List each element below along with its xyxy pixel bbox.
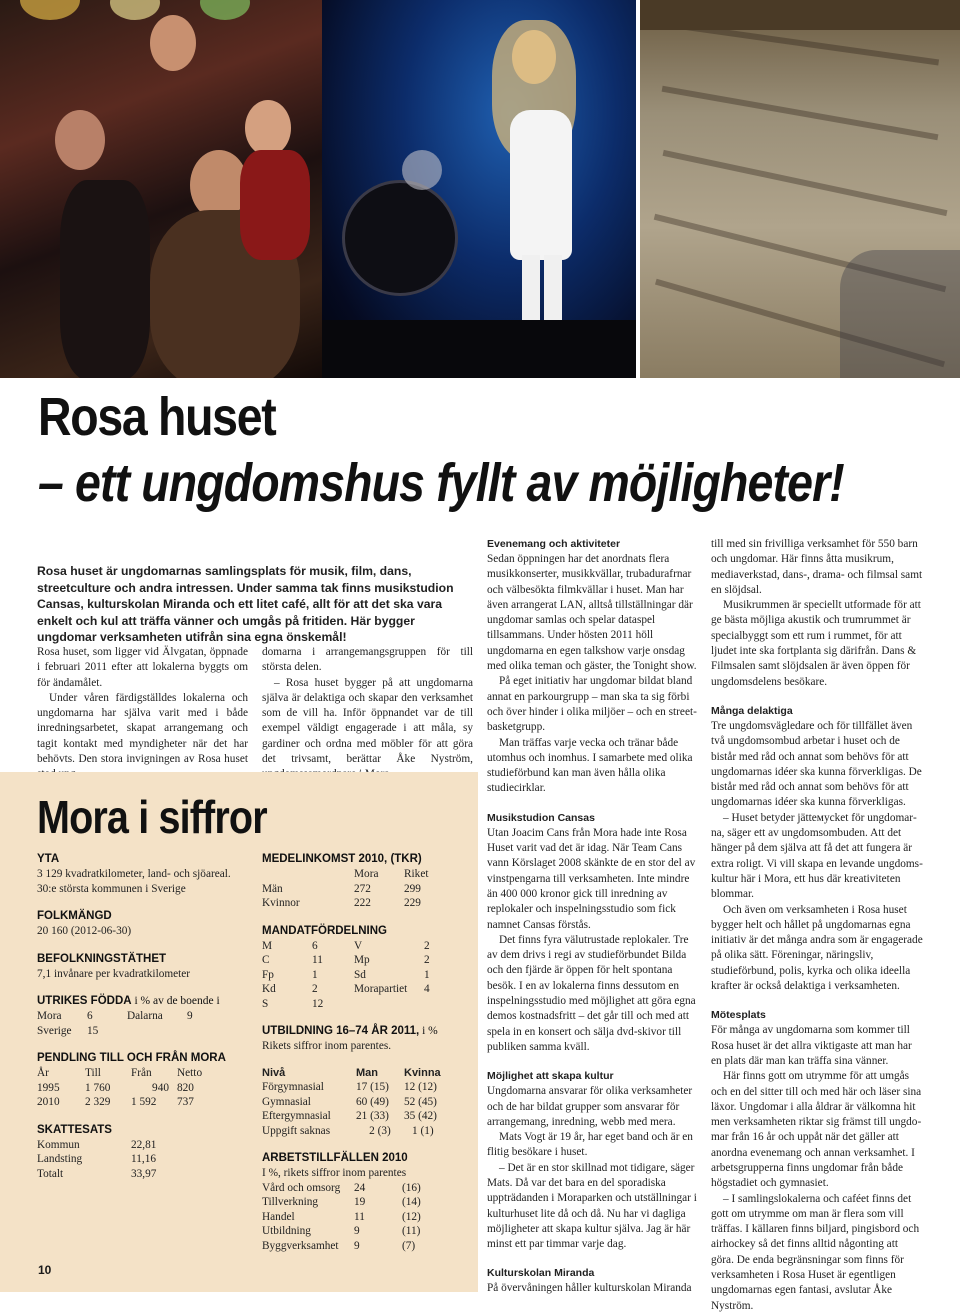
singer-stage-photo — [322, 0, 636, 378]
section-heading: Kulturskolan Miranda — [487, 1267, 595, 1280]
concert-crowd-photo — [0, 0, 322, 378]
paragraph: Det finns fyra välutrustade replokaler. Tre av dem drivs i regi av studieförbundet Bilda och den fjärde är öppen för helt spontana besök. I en av lokalerna finns dessutom en inspelningsstudio med möjlighet att göra egna demos kostnadsfritt – det går till och med att spela in en konsert och sälja dvd-skivor till publiken samma kväll. — [487, 933, 696, 1053]
fact-heading-yta: YTA — [37, 853, 60, 865]
article-subtitle: – ett ungdomshus fyllt av möjligheter! — [38, 453, 844, 513]
section-heading: Möjlighet att skapa kultur — [487, 1070, 614, 1083]
paragraph: För många av ungdomarna som kommer till Rosa huset är det allra viktigaste att man har en plats där man kan träffa sina vänner. — [711, 1024, 912, 1067]
lan-party-hall-photo — [640, 0, 960, 378]
paragraph: – Huset betyder jätteмycket för ungdomarna, säger ett av ungdomsombuden. Att det hänger på dem själva att få det att fungera är extra roligt. Vi vill skapa en levande ungdomskultur här i Mora, ett hus där kreativiteten blommar. — [711, 811, 923, 901]
paragraph: Här finns gott om utrymme för att umgås och en del sitter till och med här och läser sina läxor. Ungdomar i alla åldrar är välkomna hit men verksamheten riktar sig främst till ungdomar från 16 år och uppåt när det gäller att anordna evenemang och annan verksamhet. I arbetsgrupperna finns ungdomar från både högstadiet och gymnasiet. — [711, 1070, 922, 1190]
paragraph: till med sin frivilliga verksamhet för 550 barn och ungdomar. Här finns åtta musikrum, mediaverkstad, dans-, drama- och filmsal samt en slöjdsal. — [711, 538, 923, 596]
fact-heading-utrikes-fodda: UTRIKES FÖDDA i % av de boende i — [37, 995, 220, 1007]
section-heading: Musikstudion Cansas — [487, 811, 595, 824]
fact-heading-pendling: PENDLING TILL OCH FRÅN MORA — [37, 1052, 226, 1064]
paragraph: – Rosa huset bygger på att ungdomarna själva är delaktiga och skapar den verksamhet som de vill ha. Inför öppnandet var de till exempel väldigt engagerade i att måla, sy gardiner och ordna med möbler för att göra det trivsamt, berättar Åke Nyström, — [262, 676, 473, 766]
fact-heading-skattesats: SKATTESATS — [37, 1123, 112, 1136]
medelinkomst-table: Mora Riket Män 272 299 Kvinnor 222 229 — [262, 868, 429, 909]
arbetstillfallen-table: Vård och omsorg 24 (16) Tillverkning 19 (14) Handel 11 (12) Utbildning 9 (11) Byggverksamhet 9 (7) — [262, 1181, 421, 1252]
paragraph: Mats Vogt är 19 år, har eget band och är en flitig besökare i huset. — [487, 1131, 693, 1159]
facts-box-title: Mora i siffror — [37, 791, 267, 843]
pendling-table: År Till Från Netto 1995 1 760 940 820 2010 2 329 1 592 737 — [37, 1067, 203, 1108]
fact-heading-befolkningstathet: BEFOLKNINGSTÄTHET — [37, 952, 167, 965]
paragraph: Musikrummen är speciellt utformade för att ge bästa möjliga akustik och trumrummet är specialbyggt som ett rum i rummet, för att ljudet inte ska fortplanta sig därifrån. Dans & Filmsalen samt slöjdsalen är även öppen för ungdomsdelens besökare. — [711, 599, 921, 688]
paragraph: Rosa huset, som ligger vid Älvgatan, öppnade i februari 2011 efter att lokalerna byggts om för ändamålet. — [37, 646, 248, 689]
utrikes-fodda-table: Mora 6 Dalarna 9 Sverige 15 — [37, 1010, 193, 1037]
section-heading: Mötesplats — [711, 1009, 766, 1022]
body-column-3 — [487, 537, 698, 1297]
fact-befolkningstathet: 7,1 invånare per kvadratkilometer — [37, 967, 191, 980]
paragraph: Utan Joacim Cans från Mora hade inte Rosa Huset varit vad det är idag. När Team Cans vann Körslaget 2008 skänkte de en stor del av vinstpengarna till verksamheten. Inte mindre än 400 000 kronor gick till inredning av replokaler och inspelningsstudio som fick namnet Cansas förstås. — [487, 826, 696, 931]
fact-yta: 3 129 kvadratkilometer, land- och sjöareal. 30:e största kommunen i Sverige — [37, 868, 231, 895]
body-column-4 — [711, 537, 923, 1314]
facts-right-column — [262, 851, 472, 1253]
section-heading: Evenemang och aktiviteter — [487, 538, 621, 550]
body-column-1 — [37, 645, 248, 783]
paragraph: På eget initiativ har ungdomar bildat bland annat en parkourgrupp – man ska ta sig förbi och över hinder i olika miljöer – och en streetbasketgrupp. — [487, 675, 697, 734]
section-heading: Många delaktiga — [711, 704, 793, 717]
fact-heading-folkmangd: FOLKMÄNGD — [37, 910, 112, 922]
paragraph: – Det är en stor skillnad mot tidigare, säger Mats. Då var det bara en del sporadiska uppträdanden i Moraparken och utställningar i kulturhuset lite då och då. Nu har vi dagliga möjligheter att skapa kultur själva. Jag är här minst ett par timmar varje dag. — [487, 1161, 697, 1251]
body-column-2 — [262, 645, 473, 783]
utbildning-table: Nivå Man Kvinna Förgymnasial 17 (15) 12 (12) Gymnasial 60 (49) 52 (45) Eftergymnasial 21 (33) 35 (42) Uppgift saknas 2 (3) 1 (1) — [262, 1066, 441, 1137]
page-number: 10 — [38, 1263, 52, 1277]
paragraph: Under våren färdigställdes lokalerna och ungdomarna har själva varit med i både inredningsarbetet, skapat arrangemang och tagit kontakt med myndigheter när det har behövts. Den stora invigningen av Rosa huset — [37, 691, 248, 766]
paragraph: Och även om verksamheten i Rosa huset bygger helt och hållet på ungdomarnas egna initiativ är det många andra som är engagerade på olika sätt. Föreningar, näringsliv, studieförbund, polis, kyrka och olika ideella krafter är också delaktiga i verksamheten. — [711, 903, 923, 993]
paragraph: – I samlingslokalerna och caféet finns det gott om utrymme om man är flera som vill träffas. I källaren finns biljard, pingisbord och airhockey så det finns alltid någonting att göra. De enda begränsningar som finns för verksamheten i Rosa Huset är egentligen ungdomarnas egen fantasi, avslutar Åke Nyström. — [711, 1192, 920, 1312]
utbildning-note: Rikets siffror inom parentes. — [262, 1040, 392, 1052]
fact-heading-mandatfordelning: MANDATFÖRDELNING — [262, 924, 387, 937]
article-title: Rosa huset — [38, 387, 276, 447]
paragraph: Sedan öppningen har det anordnats flera musikkonserter, musikkvällar, trubadurafrnar och välbesökta filmkvällar i huset. Man har även arrangerat LAN, alltså tillställningar där ungdomar samlas och spelar dataspel tillsammans. Under hösten 2011 höll ungdomarna en egen talkshow varje onsdag med olika teman och gäster, the Tonight show. — [487, 553, 697, 673]
lead-paragraph: Rosa huset är ungdomarnas samlingsplats för musik, film, dans, streetculture och andra intressen. Under samma tak finns musikstudion Cansas, kulturskolan Miranda och ett litet café, allt för att det ska vara enkelt och kul att träffa vänner och umgås på fritiden. Här bygger ungdomar verksamheten utifrån sina egna önskemål! — [37, 564, 454, 645]
paragraph: domarna i arrangemangsgruppen för till största delen. — [262, 646, 473, 674]
paragraph: Ungdomarna ansvarar för olika verksamheter och de har bildat grupper som ansvarar för arrangemang, inredning, webb med mera. — [487, 1085, 693, 1128]
fact-folkmangd: 20 160 (2012-06-30) — [37, 925, 132, 937]
fact-heading-arbetstillfallen: ARBETSTILLFÄLLEN 2010 — [262, 1152, 408, 1164]
arbetstillfallen-note: I %, rikets siffror inom parentes — [262, 1167, 407, 1179]
paragraph: På övervåningen håller kulturskolan Miranda — [487, 1282, 692, 1295]
mandatfordelning-table: M 6 V 2 C 11 Mp 2 Fp 1 Sd 1 Kd 2 Morapartiet 4 S 12 — [262, 939, 430, 1010]
paragraph: Tre ungdomsvägledare och för tillfället även två ungdomsombud arbetar i huset och de bistår med råd och annat som behövs för att ungdomarnas idéer ska kunna förverkligas. De bistår med råd och annat som behövs för att ungdomarnas idéer ska kunna förverkligas. — [711, 719, 922, 809]
skattesats-table: Kommun 22,81 Landsting 11,16 Totalt 33,97 — [37, 1138, 157, 1180]
paragraph: Man träffas varje vecka och tränar både utomhus och inomhus. I samarbete med olika studieförbund kan man även hålla olika studiecirklar. — [487, 736, 693, 795]
fact-heading-utbildning: UTBILDNING 16–74 ÅR 2011, i % — [262, 1025, 438, 1037]
fact-heading-medelinkomst: MEDELINKOMST 2010, (TKR) — [262, 853, 422, 865]
facts-left-column — [37, 851, 237, 1181]
